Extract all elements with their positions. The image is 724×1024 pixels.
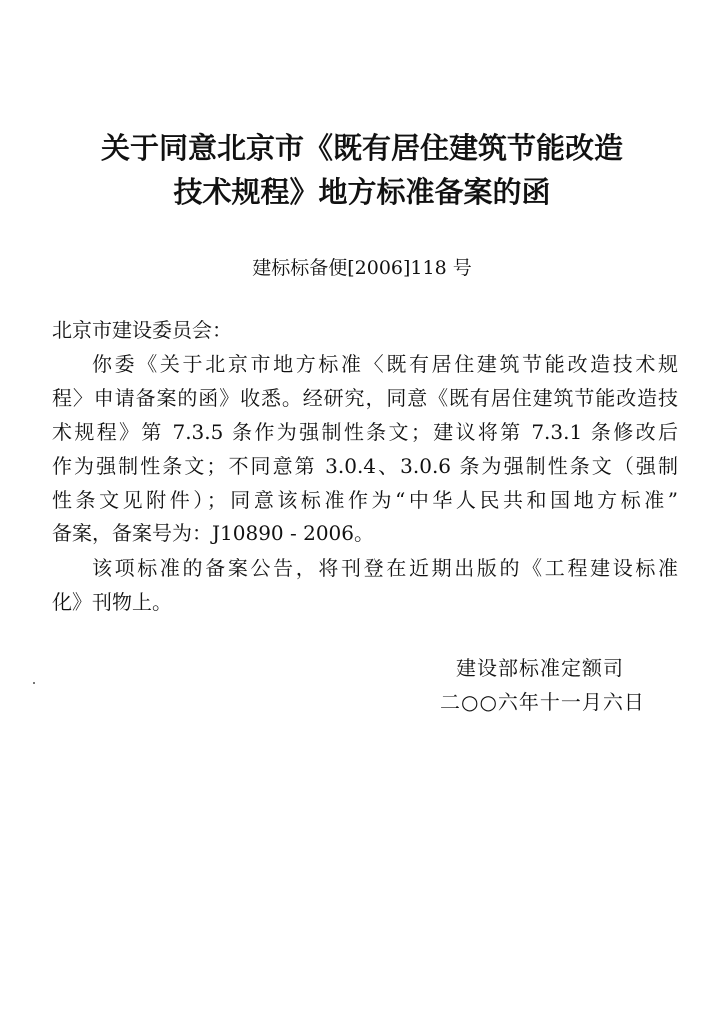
salutation: 北京市建设委员会：: [52, 318, 232, 342]
paragraph2-line-2: 化》刊物上。: [52, 590, 172, 614]
signature-date: 二○○六年十一月六日: [440, 690, 645, 714]
body-line-4: 作为强制性条文；不同意第 3.0.4、3.0.6 条为强制性条文（强制: [52, 454, 678, 478]
document-title-line-1: 关于同意北京市《既有居住建筑节能改造: [100, 131, 623, 165]
document-title-line-2: 技术规程》地方标准备案的函: [173, 175, 551, 209]
document-number: 建标标备便[2006]118 号: [252, 257, 472, 279]
signature-organization: 建设部标准定额司: [456, 656, 624, 680]
paragraph2-line-1: 该项标准的备案公告，将刊登在近期出版的《工程建设标准: [92, 556, 678, 580]
body-line-1: 你委《关于北京市地方标准〈既有居住建筑节能改造技术规: [92, 352, 678, 376]
body-line-6: 备案，备案号为：J10890 - 2006。: [52, 521, 375, 545]
body-line-5: 性条文见附件）；同意该标准作为“中华人民共和国地方标准”: [52, 488, 678, 512]
body-line-3: 术规程》第 7.3.5 条作为强制性条文；建议将第 7.3.1 条修改后: [52, 420, 678, 444]
scan-speck: [33, 682, 35, 684]
body-line-2: 程〉申请备案的函》收悉。经研究，同意《既有居住建筑节能改造技: [52, 386, 678, 410]
